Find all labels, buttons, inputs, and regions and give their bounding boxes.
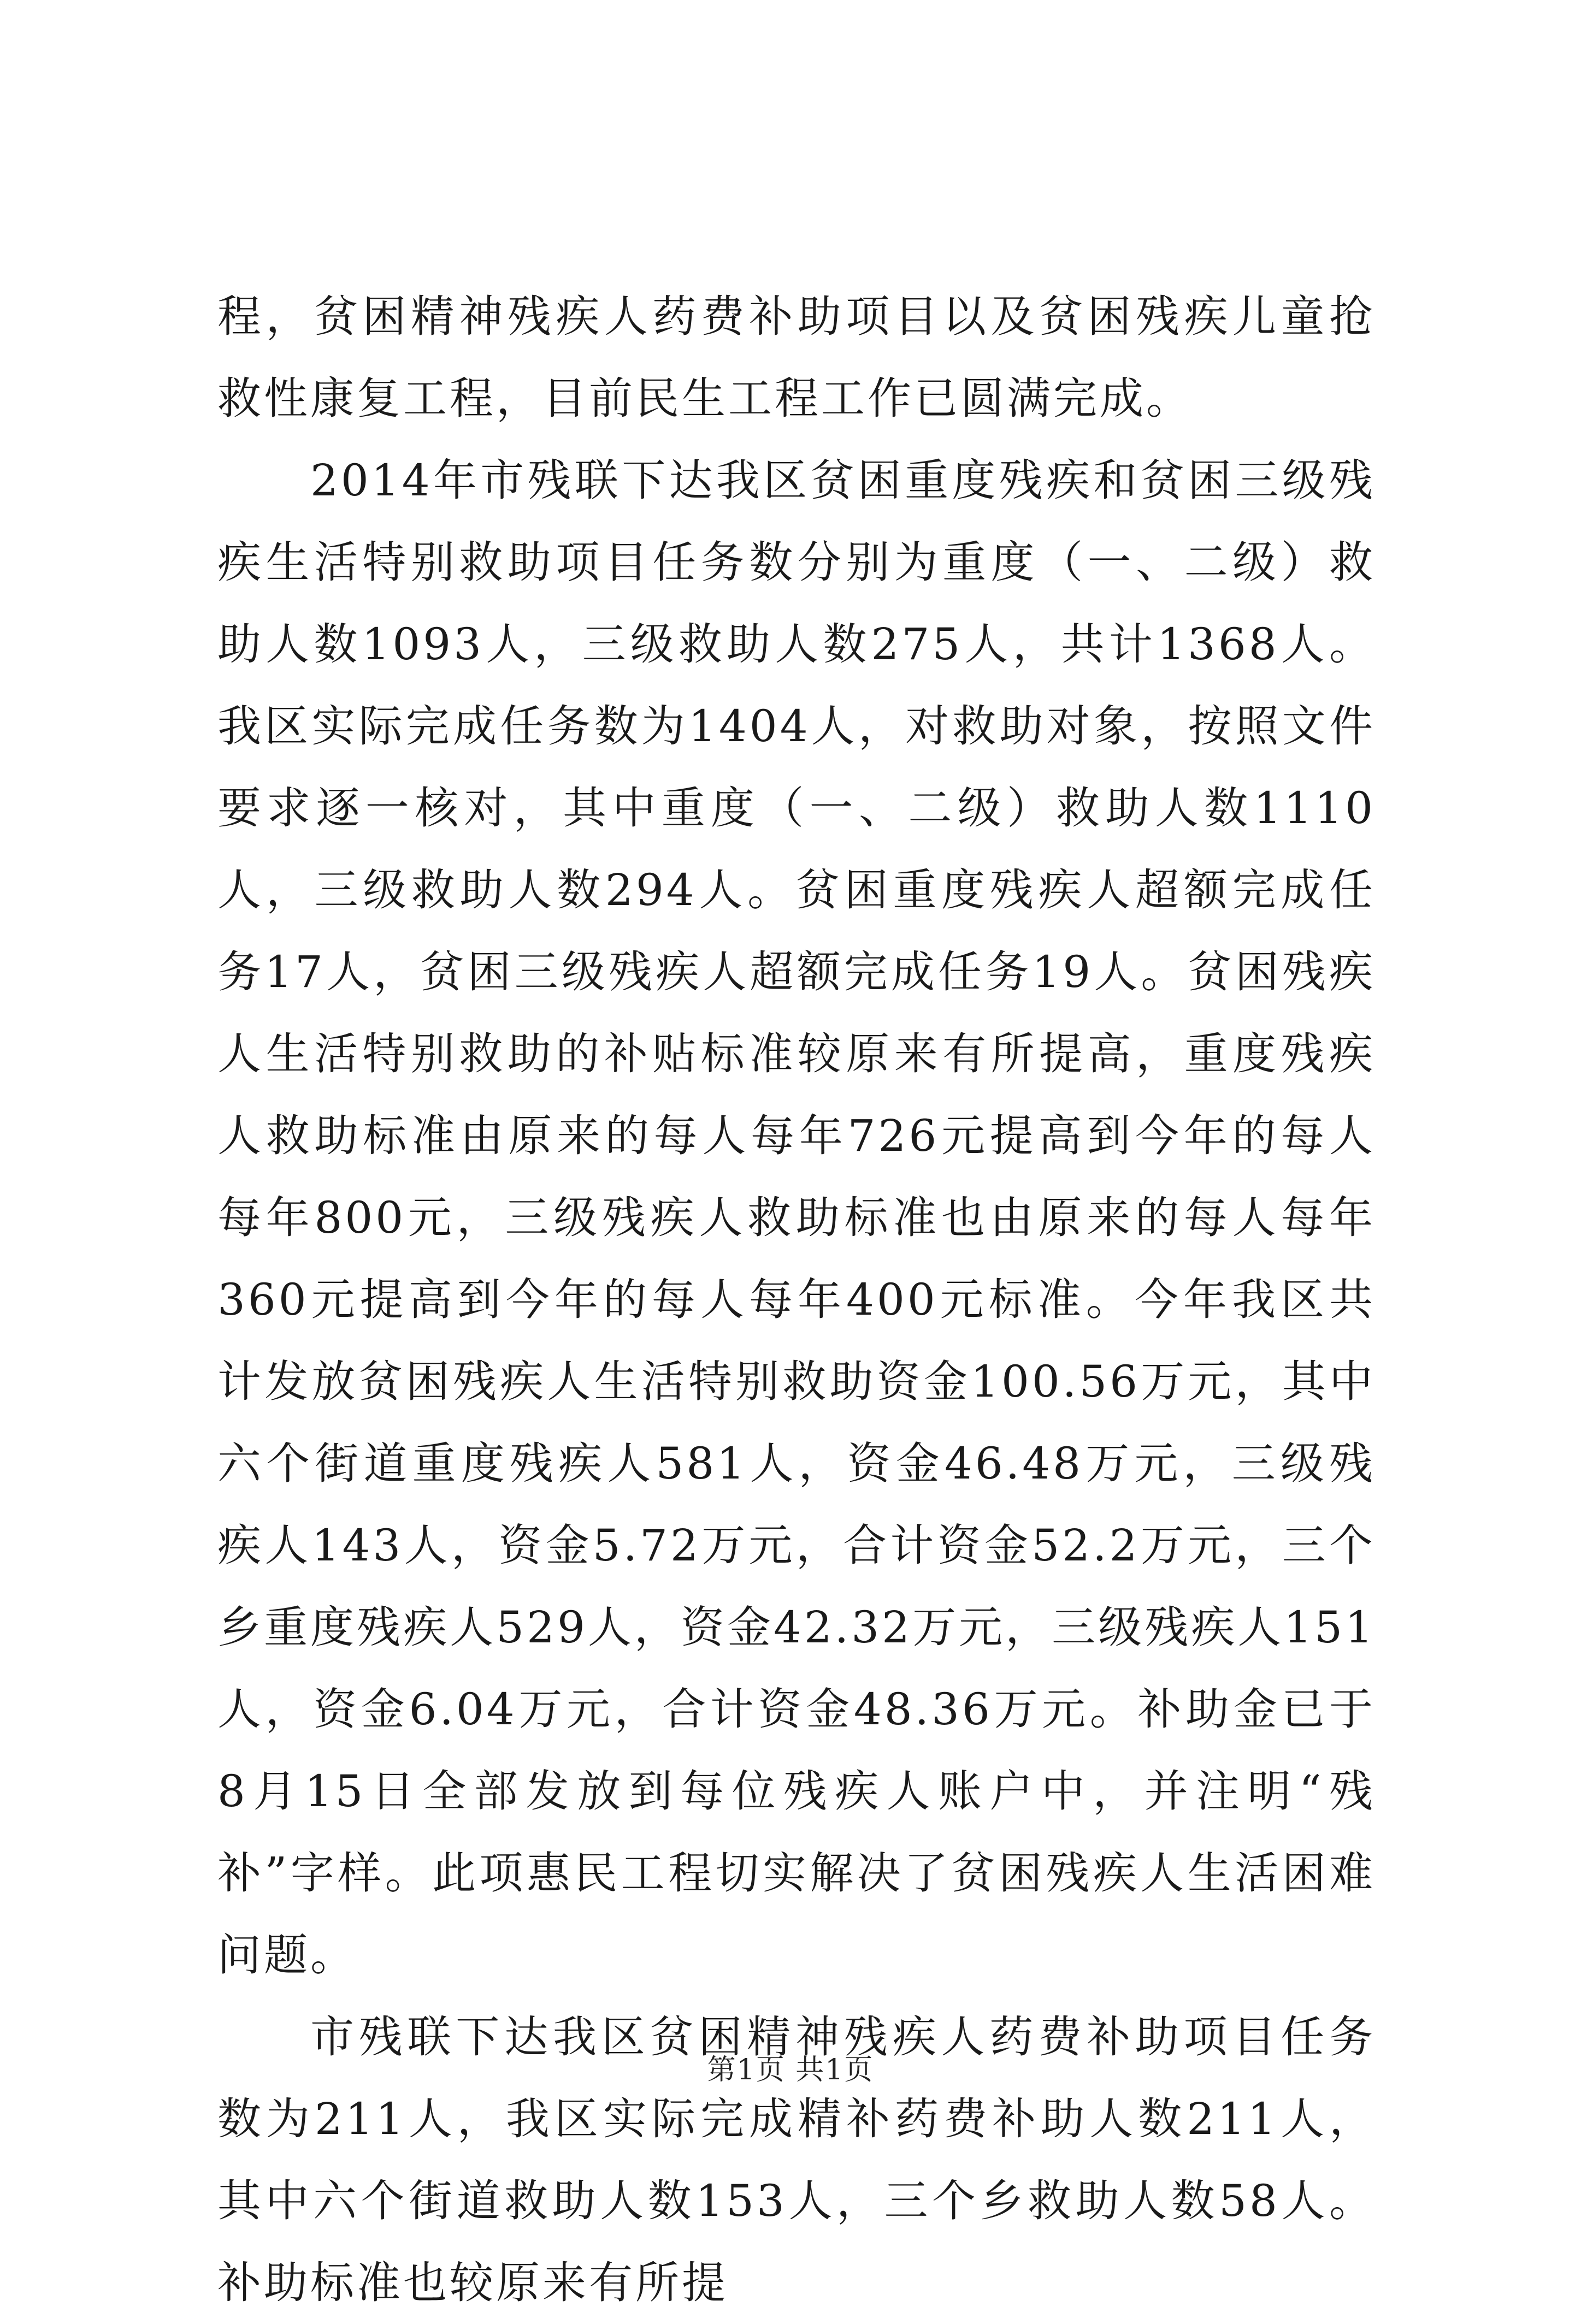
- document-body: [217, 276, 1376, 2324]
- paragraph-medication-subsidy: 市残联下达我区贫困精神残疾人药费补助项目任务数为211人，我区实际完成精补药费补助人数211人，其中六个街道救助人数153人，三个乡救助人数58人。补助标准也较原来有所提: [217, 2012, 1376, 2308]
- paragraph-living-assistance: 2014年市残联下达我区贫困重度残疾和贫困三级残疾生活特别救助项目任务数分别为重度（一、二级）救助人数1093人，三级救助人数275人，共计1368人。我区实际完成任务数为1404人，对救助对象，按照文件要求逐一核对，其中重度（一、二级）救助人数1110人，三级救助人数294人。贫困重度残疾人超额完成任务17人，贫困三级残疾人超额完成任务19人。贫困残疾人生活特别救助的补贴标准较原来有所提高，重度残疾人救助标准由原来的每人每年726元提高到今年的每人每年800元，三级残疾人救助标准也由原来的每人每年360元提高到今年的每人每年400元标准。今年我区共计发放贫困残疾人生活特别救助资金100.56万元，其中六个街道重度残疾人581人，资金46.48万元，三级残疾人143人，资金5.72万元，合计资金52.2万元，三个乡重度残疾人529人，资金42.32万元，三级残疾人151人，资金6.04万元，合计资金48.36万元。补助金已于8月15日全部发放到每位残疾人账户中，并注明“残补”字样。此项惠民工程切实解决了贫困残疾人生活困难问题。: [217, 455, 1376, 1980]
- page-footer: 第1页 共1页: [707, 2054, 874, 2086]
- paragraph-continuation: 程，贫困精神残疾人药费补助项目以及贫困残疾儿童抢救性康复工程，目前民生工程工作已圆满完成。: [217, 291, 1376, 424]
